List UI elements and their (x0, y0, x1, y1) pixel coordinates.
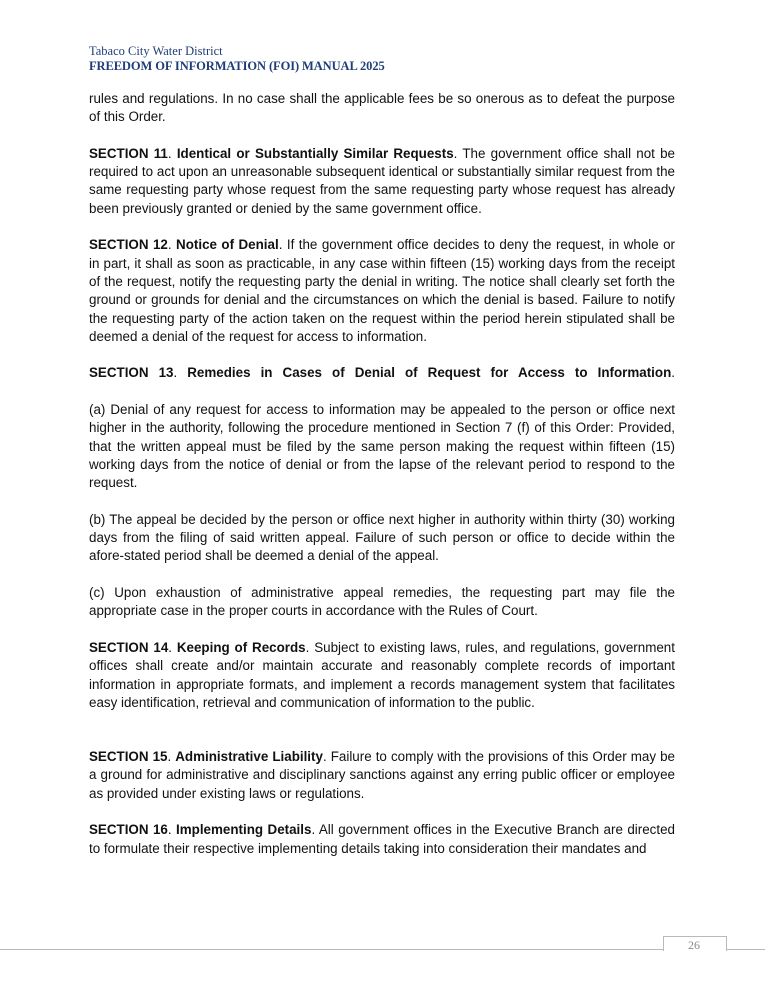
section-15-title: Administrative Liability (175, 749, 323, 765)
section-11-title: Identical or Substantially Similar Requests (176, 145, 454, 161)
section-13-item-a: (a) Denial of any request for access to information may be appealed to the person or office next higher in the authority, following the procedure mentioned in Section 7 (f) of this Order: Provided, that the written appeal must be filed by the same person making the request within fifteen (15) working days from the notice of denial or from the lapse of the relevant period to respond to the request. (89, 402, 675, 491)
section-13-item-b: (b) The appeal be decided by the person or office next higher in authority within thirty (30) working days from the filing of said written appeal. Failure of such person or office to decide within the afore-stated period shall be deemed a denial of the appeal. (89, 511, 675, 564)
section-12-text: . If the government office decides to deny the request, in whole or in part, it shall as soon as practicable, in any case within fifteen (15) working days from the receipt of the request, notify the requesting party the denial in writing. The notice shall clearly set forth the ground or grounds for denial and the circumstances on which the denial is based. Failure to notify the requesting party of the action taken on the request within the period herein stipulated shall be deemed a denial of the request for access to information. (89, 237, 675, 344)
section-13-number: SECTION 13 (89, 365, 174, 381)
section-14-number: SECTION 14 (89, 639, 169, 655)
section-14-title: Keeping of Records (176, 639, 306, 655)
section-13-text: . (671, 365, 675, 381)
document-body (89, 90, 675, 876)
page-number: 26 (688, 938, 700, 952)
section-16-title: Implementing Details (176, 822, 312, 838)
section-14: SECTION 14. Keeping of Records. Subject to existing laws, rules, and regulations, government offices shall create and/or maintain accurate and reasonably complete records of important information in appropriate formats, and implement a records management system that facilitates easy identification, retrieval and communication of information to the public. (89, 639, 675, 710)
section-11: SECTION 11. Identical or Substantially Similar Requests. The government office shall not be required to act upon an unreasonable subsequent identical or substantially similar request from the same requesting party whose request from the same requesting party whose request has already been previously granted or denied by the same government office. (89, 145, 675, 216)
section-13-item-c: (c) Upon exhaustion of administrative appeal remedies, the requesting part may file the appropriate case in the proper courts in accordance with the Rules of Court. (89, 585, 675, 619)
section-15-number: SECTION 15 (89, 749, 168, 765)
section-12: SECTION 12. Notice of Denial. If the government office decides to deny the request, in whole or in part, it shall as soon as practicable, in any case within fifteen (15) working days from the receipt of the request, notify the requesting party the denial in writing. The notice shall clearly set forth the ground or grounds for denial and the circumstances on which the denial is based. Failure to notify the requesting party of the action taken on the request within the period herein stipulated shall be deemed a denial of the request for access to information. (89, 237, 675, 344)
footer-rule (0, 949, 765, 950)
running-header (89, 44, 385, 74)
section-11-text: . The government office shall not be required to act upon an unreasonable subsequent identical or substantially similar request from the same requesting party whose request from the same requesting party whose request has already been previously granted or denied by the same government office. (89, 145, 675, 216)
section-14-text: . Subject to existing laws, rules, and regulations, government offices shall create and/or maintain accurate and reasonably complete records of important information in appropriate formats, and implement a records management system that facilitates easy identification, retrieval and communication of information to the public. (89, 639, 675, 710)
header-organization: Tabaco City Water District (89, 44, 223, 58)
section-13-title: Remedies in Cases of Denial of Request for Access to Information (187, 365, 672, 381)
header-manual-title: FREEDOM OF INFORMATION (FOI) MANUAL 2025 (89, 59, 385, 73)
section-15-text: . Failure to comply with the provisions of this Order may be a ground for administrative and disciplinary sanctions against any erring public officer or employee as provided under existing laws or regulations. (89, 749, 675, 801)
section-16-text: . All government offices in the Executive Branch are directed to formulate their respective implementing details taking into consideration their mandates and (89, 822, 675, 856)
section-11-number: SECTION 11 (89, 145, 168, 161)
section-12-title: Notice of Denial (176, 237, 279, 253)
section-12-number: SECTION 12 (89, 237, 168, 253)
section-15: SECTION 15. Administrative Liability. Failure to comply with the provisions of this Order may be a ground for administrative and disciplinary sanctions against any erring public officer or employee as provided under existing laws or regulations. (89, 749, 675, 801)
section-16: SECTION 16. Implementing Details. All government offices in the Executive Branch are directed to formulate their respective implementing details taking into consideration their mandates and (89, 822, 675, 856)
section-16-number: SECTION 16 (89, 822, 168, 838)
paragraph-continuation: rules and regulations. In no case shall the applicable fees be so onerous as to defeat the purpose of this Order. (89, 91, 675, 125)
section-13: SECTION 13. Remedies in Cases of Denial of Request for Access to Information. (89, 365, 675, 381)
